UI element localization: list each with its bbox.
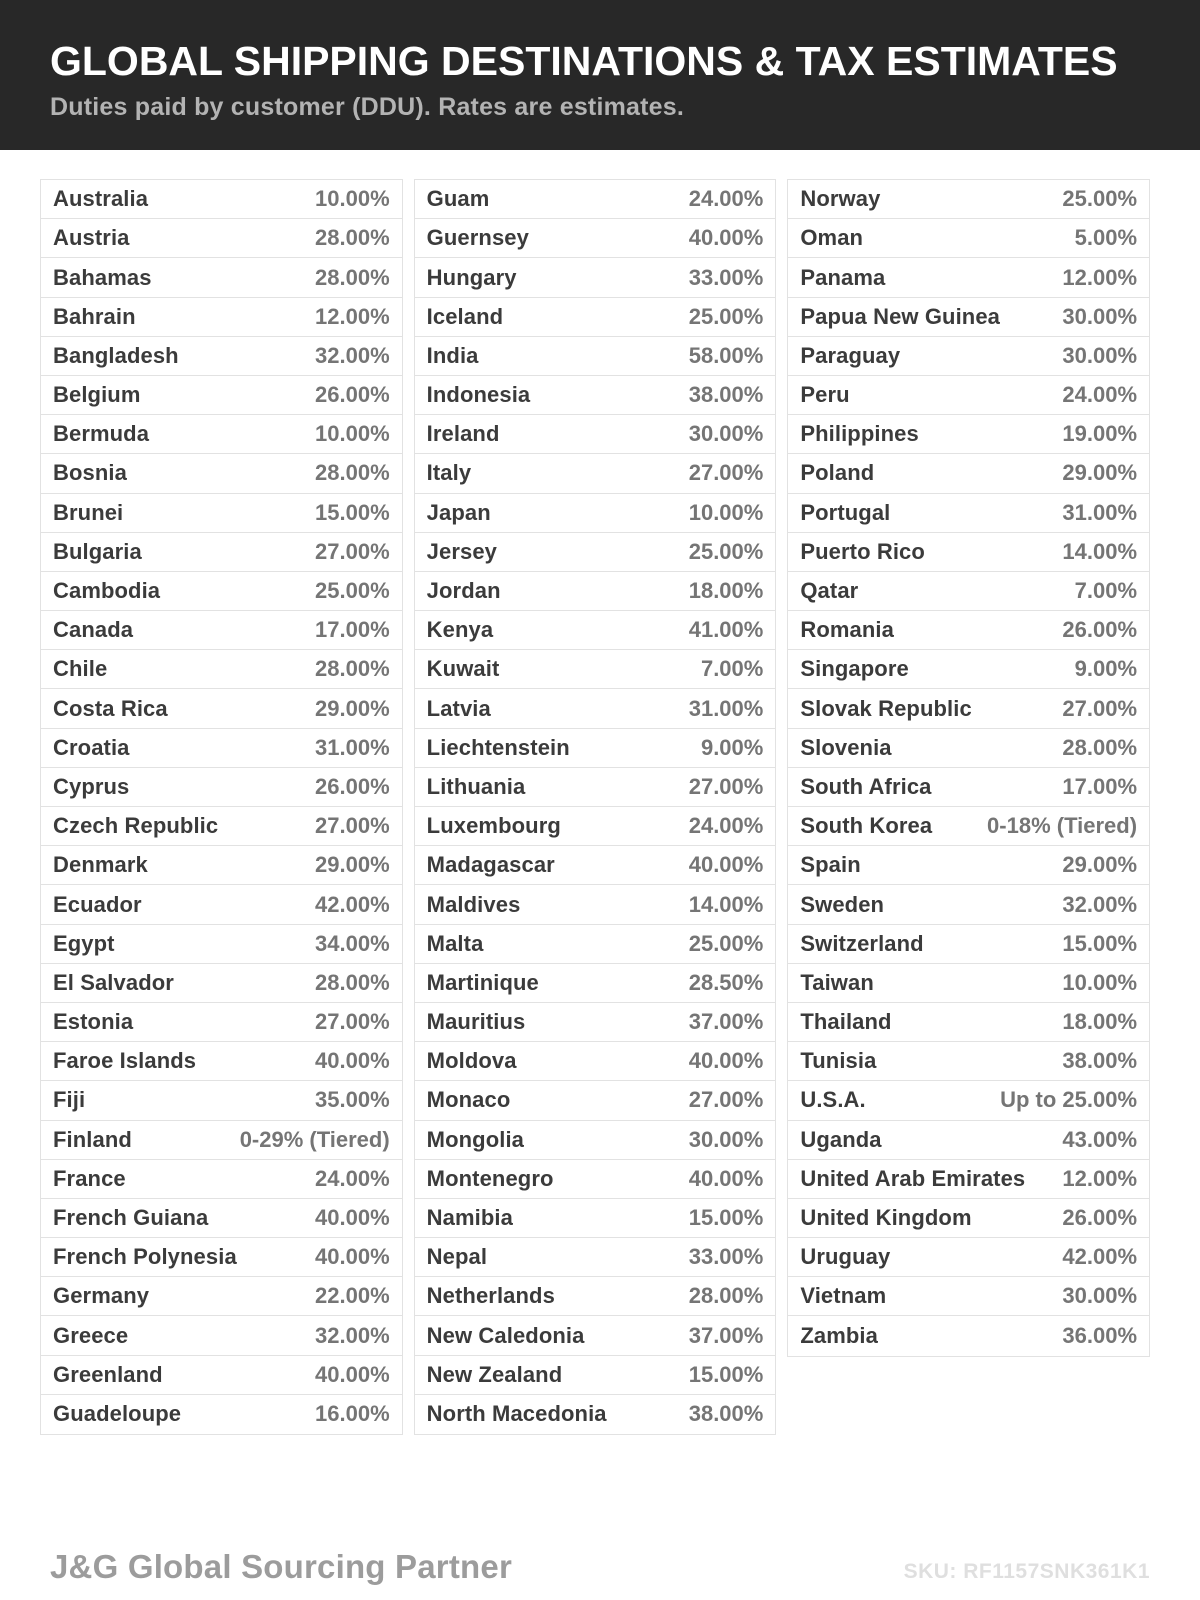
table-row (788, 454, 1149, 493)
country-name: Maldives (426, 891, 521, 917)
tax-rate: 25.00% (688, 930, 764, 956)
country-name: Estonia (53, 1009, 134, 1035)
table-row (415, 376, 776, 415)
country-name: Faroe Islands (53, 1048, 197, 1074)
country-name: Greenland (53, 1361, 163, 1387)
table-row (41, 964, 402, 1003)
table-row (41, 219, 402, 258)
country-name: Bulgaria (53, 538, 142, 564)
tax-rate: 17.00% (315, 617, 390, 643)
table-row (415, 1277, 776, 1316)
table-row (788, 1042, 1149, 1081)
table-row (415, 1003, 776, 1042)
country-name: Tunisia (800, 1048, 877, 1074)
rates-table (40, 179, 1150, 1435)
table-row (41, 1160, 402, 1199)
tax-rate: 40.00% (315, 1048, 390, 1074)
tax-rate: 26.00% (315, 382, 390, 408)
tax-rate: 10.00% (315, 186, 390, 212)
table-row (415, 1042, 776, 1081)
table-row (415, 1081, 776, 1120)
tax-rate: 10.00% (315, 421, 390, 447)
tax-rate: 17.00% (1062, 773, 1138, 799)
country-name: Panama (800, 264, 886, 290)
tax-rate: 29.00% (1062, 852, 1138, 878)
tax-rate: 10.00% (1062, 969, 1138, 995)
table-row (41, 1042, 402, 1081)
country-name: Jordan (426, 578, 501, 604)
tax-rate: 25.00% (688, 303, 764, 329)
table-row (415, 533, 776, 572)
tax-rate: 28.00% (1062, 734, 1138, 760)
country-name: Puerto Rico (800, 538, 925, 564)
country-name: Belgium (53, 382, 141, 408)
tax-rate: 28.50% (688, 969, 764, 995)
table-row (415, 180, 776, 219)
tax-rate: 37.00% (688, 1009, 764, 1035)
tax-rate: 41.00% (688, 617, 764, 643)
tax-rate: 33.00% (688, 1244, 764, 1270)
tax-rate: 26.00% (1062, 1205, 1138, 1231)
table-row (788, 219, 1149, 258)
table-row (415, 846, 776, 885)
country-name: Portugal (800, 499, 891, 525)
country-name: Slovak Republic (800, 695, 972, 721)
table-row (415, 925, 776, 964)
tax-rate: 27.00% (1062, 695, 1138, 721)
country-name: Montenegro (426, 1165, 554, 1191)
tax-rate: 7.00% (700, 656, 764, 682)
country-name: Italy (426, 460, 472, 486)
country-name: Egypt (53, 930, 115, 956)
table-row (415, 1160, 776, 1199)
country-name: Philippines (800, 421, 919, 447)
brand-name: J&G Global Sourcing Partner (50, 1548, 512, 1585)
country-name: El Salvador (53, 969, 174, 995)
table-row (415, 611, 776, 650)
country-name: Papua New Guinea (800, 303, 1000, 329)
table-row (41, 925, 402, 964)
country-name: Lithuania (426, 773, 526, 799)
page-title: GLOBAL SHIPPING DESTINATIONS & TAX ESTIMATES (50, 38, 1118, 84)
country-name: Ecuador (53, 891, 142, 917)
footer (50, 1548, 1150, 1586)
country-name: Kenya (426, 617, 494, 643)
country-name: Cyprus (53, 773, 130, 799)
country-name: Mongolia (426, 1126, 525, 1152)
tax-rate: 34.00% (315, 930, 390, 956)
table-row (41, 885, 402, 924)
country-name: Indonesia (426, 382, 531, 408)
table-row (41, 376, 402, 415)
table-row (788, 1316, 1149, 1355)
country-name: Iceland (426, 303, 504, 329)
tax-rate: 9.00% (1074, 656, 1138, 682)
tax-rate: 30.00% (1062, 342, 1138, 368)
tax-rate: 22.00% (315, 1283, 390, 1309)
tax-rate: 29.00% (315, 852, 390, 878)
tax-rate: 28.00% (315, 225, 390, 251)
table-row (415, 689, 776, 728)
table-row (41, 611, 402, 650)
country-name: Sweden (800, 891, 885, 917)
tax-rate: 15.00% (688, 1205, 764, 1231)
tax-rate: 25.00% (688, 538, 764, 564)
country-name: Greece (53, 1322, 129, 1348)
country-name: Australia (53, 186, 149, 212)
tax-rate: 30.00% (688, 421, 764, 447)
table-row (41, 846, 402, 885)
country-name: Singapore (800, 656, 909, 682)
country-name: Guernsey (426, 225, 529, 251)
tax-rate: 25.00% (1062, 186, 1138, 212)
country-name: Kuwait (426, 656, 500, 682)
table-row (41, 1238, 402, 1277)
country-name: Luxembourg (426, 813, 561, 839)
table-row (41, 415, 402, 454)
table-row (788, 807, 1149, 846)
table-row (41, 180, 402, 219)
table-row (41, 533, 402, 572)
tax-rate: 27.00% (688, 460, 764, 486)
table-row (41, 768, 402, 807)
tax-rate: 27.00% (315, 538, 390, 564)
table-row (415, 1238, 776, 1277)
table-row (41, 807, 402, 846)
country-name: Japan (426, 499, 491, 525)
country-name: French Guiana (53, 1205, 209, 1231)
table-row (415, 494, 776, 533)
table-row (788, 689, 1149, 728)
table-row (415, 729, 776, 768)
tax-rate: 38.00% (1062, 1048, 1138, 1074)
tax-rate: 18.00% (1062, 1009, 1138, 1035)
tax-rate: 27.00% (688, 1087, 764, 1113)
tax-rate: 40.00% (315, 1205, 390, 1231)
country-name: Germany (53, 1283, 150, 1309)
tax-rate: 28.00% (315, 460, 390, 486)
tax-rate: 0-18% (Tiered) (987, 813, 1138, 839)
table-row (788, 376, 1149, 415)
table-row (415, 298, 776, 337)
tax-rate: 40.00% (688, 1165, 764, 1191)
tax-rate: 14.00% (1062, 538, 1138, 564)
country-name: Canada (53, 617, 134, 643)
tax-rate: 14.00% (688, 891, 764, 917)
country-name: South Africa (800, 773, 932, 799)
table-row (788, 650, 1149, 689)
tax-rate: 36.00% (1062, 1323, 1138, 1349)
page-subtitle: Duties paid by customer (DDU). Rates are estimates. (50, 93, 685, 122)
country-name: Slovenia (800, 734, 892, 760)
table-row (788, 572, 1149, 611)
country-name: French Polynesia (53, 1244, 237, 1270)
table-row (415, 1316, 776, 1355)
table-row (788, 1003, 1149, 1042)
table-row (41, 258, 402, 297)
country-name: Thailand (800, 1009, 892, 1035)
country-name: Romania (800, 617, 894, 643)
country-name: Namibia (426, 1205, 513, 1231)
tax-rate: 12.00% (1062, 264, 1138, 290)
table-row (41, 454, 402, 493)
rate-column (787, 179, 1150, 1357)
table-row (41, 1356, 402, 1395)
tax-rate: 40.00% (688, 1048, 764, 1074)
tax-rate: 32.00% (1062, 891, 1138, 917)
tax-rate: Up to 25.00% (1000, 1087, 1138, 1113)
tax-rate: 24.00% (688, 813, 764, 839)
table-row (41, 1277, 402, 1316)
tax-rate: 27.00% (688, 773, 764, 799)
table-row (788, 1160, 1149, 1199)
table-row (788, 494, 1149, 533)
table-row (788, 337, 1149, 376)
table-row (415, 964, 776, 1003)
country-name: New Zealand (426, 1361, 563, 1387)
tax-rate: 40.00% (315, 1244, 390, 1270)
header (0, 0, 1200, 150)
table-row (41, 1316, 402, 1355)
table-row (788, 964, 1149, 1003)
table-row (415, 454, 776, 493)
table-row (788, 1081, 1149, 1120)
table-row (41, 337, 402, 376)
country-name: United Kingdom (800, 1205, 972, 1231)
country-name: Bahamas (53, 264, 152, 290)
tax-rate: 28.00% (315, 264, 390, 290)
country-name: Norway (800, 186, 881, 212)
country-name: Guadeloupe (53, 1401, 182, 1427)
country-name: Uruguay (800, 1244, 891, 1270)
country-name: North Macedonia (426, 1401, 607, 1427)
tax-rate: 42.00% (1062, 1244, 1138, 1270)
tax-rate: 27.00% (315, 813, 390, 839)
table-row (415, 572, 776, 611)
tax-rate: 19.00% (1062, 421, 1138, 447)
country-name: Chile (53, 656, 108, 682)
country-name: Taiwan (800, 969, 874, 995)
country-name: Bangladesh (53, 342, 179, 368)
tax-rate: 35.00% (315, 1087, 390, 1113)
tax-rate: 24.00% (315, 1165, 390, 1191)
tax-rate: 9.00% (700, 734, 764, 760)
tax-rate: 0-29% (Tiered) (239, 1126, 390, 1152)
tax-rate: 38.00% (688, 382, 764, 408)
table-row (788, 1121, 1149, 1160)
tax-rate: 25.00% (315, 578, 390, 604)
tax-rate: 30.00% (688, 1126, 764, 1152)
tax-rate: 7.00% (1074, 578, 1138, 604)
table-row (788, 533, 1149, 572)
tax-rate: 5.00% (1074, 225, 1138, 251)
country-name: United Arab Emirates (800, 1165, 1026, 1191)
table-row (415, 1121, 776, 1160)
table-row (41, 1199, 402, 1238)
country-name: Denmark (53, 852, 148, 878)
table-row (415, 415, 776, 454)
country-name: India (426, 342, 479, 368)
table-row (788, 258, 1149, 297)
country-name: Bermuda (53, 421, 150, 447)
country-name: Mauritius (426, 1009, 526, 1035)
country-name: South Korea (800, 813, 933, 839)
tax-rate: 40.00% (688, 225, 764, 251)
table-row (415, 885, 776, 924)
table-row (788, 1277, 1149, 1316)
tax-rate: 28.00% (315, 969, 390, 995)
table-row (41, 572, 402, 611)
table-row (788, 768, 1149, 807)
tax-rate: 16.00% (315, 1401, 390, 1427)
tax-rate: 29.00% (1062, 460, 1138, 486)
country-name: Peru (800, 382, 850, 408)
tax-rate: 31.00% (315, 734, 390, 760)
tax-rate: 33.00% (688, 264, 764, 290)
table-row (788, 180, 1149, 219)
country-name: Austria (53, 225, 130, 251)
table-row (41, 689, 402, 728)
tax-rate: 42.00% (315, 891, 390, 917)
table-row (415, 1199, 776, 1238)
table-row (415, 768, 776, 807)
country-name: Cambodia (53, 578, 161, 604)
tax-rate: 15.00% (315, 499, 390, 525)
country-name: Malta (426, 930, 484, 956)
tax-rate: 40.00% (315, 1361, 390, 1387)
tax-rate: 24.00% (1062, 382, 1138, 408)
tax-rate: 58.00% (688, 342, 764, 368)
table-row (41, 1003, 402, 1042)
country-name: New Caledonia (426, 1322, 585, 1348)
country-name: U.S.A. (800, 1087, 866, 1113)
table-row (41, 494, 402, 533)
tax-rate: 26.00% (315, 773, 390, 799)
country-name: Spain (800, 852, 861, 878)
tax-rate: 29.00% (315, 695, 390, 721)
table-row (788, 1238, 1149, 1277)
country-name: Bosnia (53, 460, 127, 486)
tax-rate: 40.00% (688, 852, 764, 878)
rate-column (414, 179, 777, 1435)
tax-rate: 32.00% (315, 1322, 390, 1348)
table-row (41, 1121, 402, 1160)
table-row (788, 611, 1149, 650)
tax-rate: 12.00% (315, 303, 390, 329)
country-name: Switzerland (800, 930, 924, 956)
tax-rate: 15.00% (1062, 930, 1138, 956)
tax-rate: 38.00% (688, 1401, 764, 1427)
country-name: Bahrain (53, 303, 136, 329)
table-row (788, 729, 1149, 768)
tax-rate: 31.00% (688, 695, 764, 721)
table-row (41, 1395, 402, 1434)
tax-rate: 30.00% (1062, 1283, 1138, 1309)
tax-rate: 26.00% (1062, 617, 1138, 643)
country-name: Jersey (426, 538, 498, 564)
tax-rate: 32.00% (315, 342, 390, 368)
tax-rate: 24.00% (688, 186, 764, 212)
country-name: Zambia (800, 1323, 878, 1349)
table-row (415, 807, 776, 846)
table-row (415, 1395, 776, 1434)
country-name: Moldova (426, 1048, 517, 1074)
country-name: Monaco (426, 1087, 511, 1113)
country-name: Croatia (53, 734, 130, 760)
country-name: Czech Republic (53, 813, 219, 839)
country-name: Brunei (53, 499, 124, 525)
table-row (788, 415, 1149, 454)
table-row (41, 298, 402, 337)
country-name: Martinique (426, 969, 539, 995)
country-name: Vietnam (800, 1283, 887, 1309)
country-name: Liechtenstein (426, 734, 570, 760)
country-name: Nepal (426, 1244, 488, 1270)
tax-rate: 31.00% (1062, 499, 1138, 525)
table-row (415, 337, 776, 376)
tax-rate: 30.00% (1062, 303, 1138, 329)
country-name: Oman (800, 225, 864, 251)
rate-column (40, 179, 403, 1435)
tax-rate: 37.00% (688, 1322, 764, 1348)
country-name: Ireland (426, 421, 500, 447)
tax-rate: 10.00% (688, 499, 764, 525)
country-name: Latvia (426, 695, 491, 721)
country-name: France (53, 1165, 126, 1191)
table-row (788, 885, 1149, 924)
table-row (415, 219, 776, 258)
tax-rate: 28.00% (315, 656, 390, 682)
country-name: Guam (426, 186, 490, 212)
table-row (788, 1199, 1149, 1238)
tax-rate: 12.00% (1062, 1165, 1138, 1191)
table-row (41, 650, 402, 689)
tax-rate: 15.00% (688, 1361, 764, 1387)
table-row (415, 650, 776, 689)
country-name: Poland (800, 460, 875, 486)
tax-rate: 18.00% (688, 578, 764, 604)
sku-label: SKU: RF1157SNK361K1 (903, 1560, 1150, 1583)
table-row (415, 1356, 776, 1395)
country-name: Netherlands (426, 1283, 555, 1309)
tax-rate: 43.00% (1062, 1126, 1138, 1152)
country-name: Finland (53, 1126, 132, 1152)
table-row (41, 1081, 402, 1120)
country-name: Hungary (426, 264, 517, 290)
country-name: Paraguay (800, 342, 901, 368)
table-row (788, 925, 1149, 964)
tax-rate: 27.00% (315, 1009, 390, 1035)
country-name: Uganda (800, 1126, 882, 1152)
country-name: Madagascar (426, 852, 555, 878)
country-name: Qatar (800, 578, 859, 604)
table-row (788, 298, 1149, 337)
country-name: Costa Rica (53, 695, 168, 721)
tax-rate: 28.00% (688, 1283, 764, 1309)
table-row (788, 846, 1149, 885)
table-row (415, 258, 776, 297)
country-name: Fiji (53, 1087, 86, 1113)
table-row (41, 729, 402, 768)
